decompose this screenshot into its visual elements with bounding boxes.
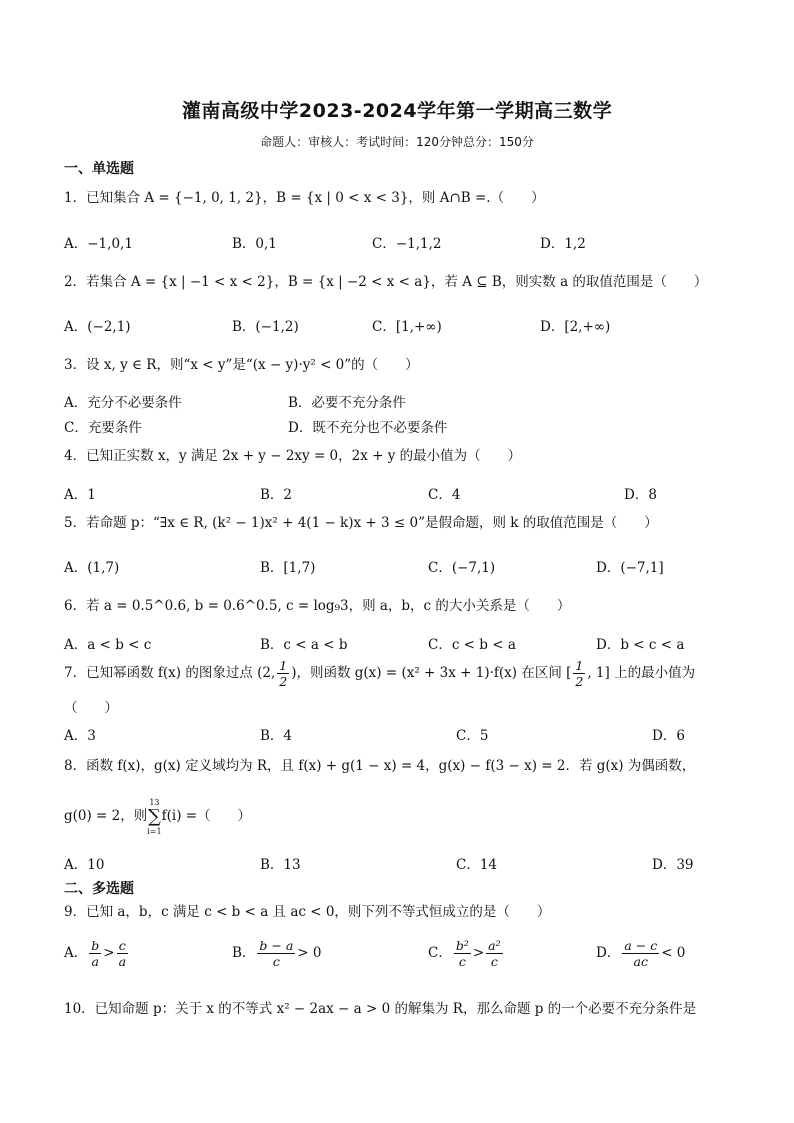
q5-option-b: B．[1,7) bbox=[260, 560, 316, 576]
question-2-stem: 2．若集合 A = {x | −1 < x < 2}，B = {x | −2 < x < a}，若 A ⊆ B，则实数 a 的取值范围是（ ） bbox=[64, 274, 708, 290]
question-7-paren: （ ） bbox=[64, 700, 118, 716]
q7-option-a: A．3 bbox=[64, 728, 96, 744]
q7-option-d: D．6 bbox=[652, 728, 685, 744]
q7-stem-post: , 1] 上的最小值为 bbox=[587, 665, 696, 681]
q7-stem-mid: )，则函数 g(x) = (x² + 3x + 1)·f(x) 在区间 [ bbox=[291, 665, 572, 681]
q4-option-a: A．1 bbox=[64, 487, 96, 503]
q4-option-b: B．2 bbox=[260, 487, 293, 503]
exam-subtitle: 命题人：审核人：考试时间：120分钟总分：150分 bbox=[260, 135, 534, 149]
question-4-stem: 4．已知正实数 x，y 满足 2x + y − 2xy = 0，2x + y 的最小值为（ ） bbox=[64, 448, 522, 464]
q5-option-d: D．(−7,1] bbox=[596, 560, 664, 576]
q7-fraction-half-2: $\frac{1}{2}$ bbox=[575, 658, 584, 689]
q2-option-b: B．(−1,2) bbox=[232, 319, 299, 335]
q8-option-d: D．39 bbox=[652, 857, 694, 873]
q2-option-a: A．(−2,1) bbox=[64, 319, 131, 335]
q5-option-a: A．(1,7) bbox=[64, 560, 120, 576]
section-single-choice: 一、单选题 bbox=[64, 161, 134, 177]
q6-option-d: D．b < c < a bbox=[596, 637, 685, 653]
q9-option-c: C． $\frac{\text{b²}}{c}$ > $\frac{\text{a²}}{c}$ bbox=[428, 938, 501, 969]
question-8-stem: 8．函数 f(x)，g(x) 定义域均为 R，且 f(x) + g(1 − x) = 4，g(x) − f(3 − x) = 2．若 g(x) 为偶函数， bbox=[64, 758, 696, 774]
q3-option-a: A．充分不必要条件 bbox=[64, 395, 182, 411]
q4-option-d: D．8 bbox=[624, 487, 657, 503]
q8-option-b: B．13 bbox=[260, 857, 301, 873]
q7-fraction-half: $\frac{1}{2}$ bbox=[279, 658, 288, 689]
question-6-stem: 6．若 a = 0.5^0.6, b = 0.6^0.5, c = log₉3，则 a，b，c 的大小关系是（ ） bbox=[64, 598, 571, 614]
q3-option-d: D．既不充分也不必要条件 bbox=[288, 420, 448, 436]
q1-option-b: B．0,1 bbox=[232, 236, 277, 252]
q2-option-c: C．[1,+∞) bbox=[372, 319, 442, 335]
exam-title: 灌南高级中学2023-2024学年第一学期高三数学 bbox=[181, 100, 613, 122]
q6-option-b: B．c < a < b bbox=[260, 637, 348, 653]
q6-option-a: A．a < b < c bbox=[64, 637, 152, 653]
q9-option-a: A． $\frac{b}{a}$ > $\frac{c}{a}$ bbox=[64, 938, 127, 969]
q1-option-c: C．−1,1,2 bbox=[372, 236, 442, 252]
q4-option-c: C．4 bbox=[428, 487, 461, 503]
q6-option-c: C．c < b < a bbox=[428, 637, 516, 653]
question-9-stem: 9．已知 a，b，c 满足 c < b < a 且 ac < 0，则下列不等式恒成立的是（ ） bbox=[64, 904, 551, 920]
q5-option-c: C．(−7,1) bbox=[428, 560, 496, 576]
q9-option-d: D． $\frac{a - c}{ac}$ < 0 bbox=[596, 938, 686, 969]
q7-option-c: C．5 bbox=[456, 728, 489, 744]
question-1-stem: 1．已知集合 A = {−1, 0, 1, 2}，B = {x | 0 < x < 3}，则 A∩B =.（ ） bbox=[64, 190, 545, 206]
q3-option-b: B．必要不充分条件 bbox=[288, 395, 406, 411]
q1-option-d: D．1,2 bbox=[540, 236, 586, 252]
question-5-stem: 5．若命题 p：“∃x ∈ R, (k² − 1)x² + 4(1 − k)x + 3 ≤ 0”是假命题，则 k 的取值范围是（ ） bbox=[64, 515, 658, 531]
q8-line2-pre: g(0) = 2，则 bbox=[64, 808, 148, 824]
q8-line2-post: f(i) =（ ） bbox=[161, 808, 252, 824]
q3-option-c: C．充要条件 bbox=[64, 420, 142, 436]
q9-option-b: B． $\frac{b - a}{c}$ > 0 bbox=[232, 938, 322, 969]
q8-option-a: A．10 bbox=[64, 857, 105, 873]
section-multiple-choice: 二、多选题 bbox=[64, 881, 134, 897]
q2-option-d: D．[2,+∞) bbox=[540, 319, 611, 335]
q7-stem-pre: 7．已知幂函数 f(x) 的图象过点 (2, bbox=[64, 665, 276, 681]
summation-symbol: 13 ∑ i=1 bbox=[147, 797, 162, 836]
question-10-stem: 10．已知命题 p：关于 x 的不等式 x² − 2ax − a > 0 的解集为 R，那么命题 p 的一个必要不充分条件是 bbox=[64, 1001, 697, 1017]
q1-option-a: A．−1,0,1 bbox=[64, 236, 133, 252]
question-8-line2 bbox=[64, 796, 744, 837]
question-3-stem: 3．设 x, y ∈ R，则“x < y”是“(x − y)·y² < 0”的（ ） bbox=[64, 357, 419, 373]
q8-option-c: C．14 bbox=[456, 857, 498, 873]
q7-option-b: B．4 bbox=[260, 728, 293, 744]
question-7-stem bbox=[64, 656, 744, 690]
